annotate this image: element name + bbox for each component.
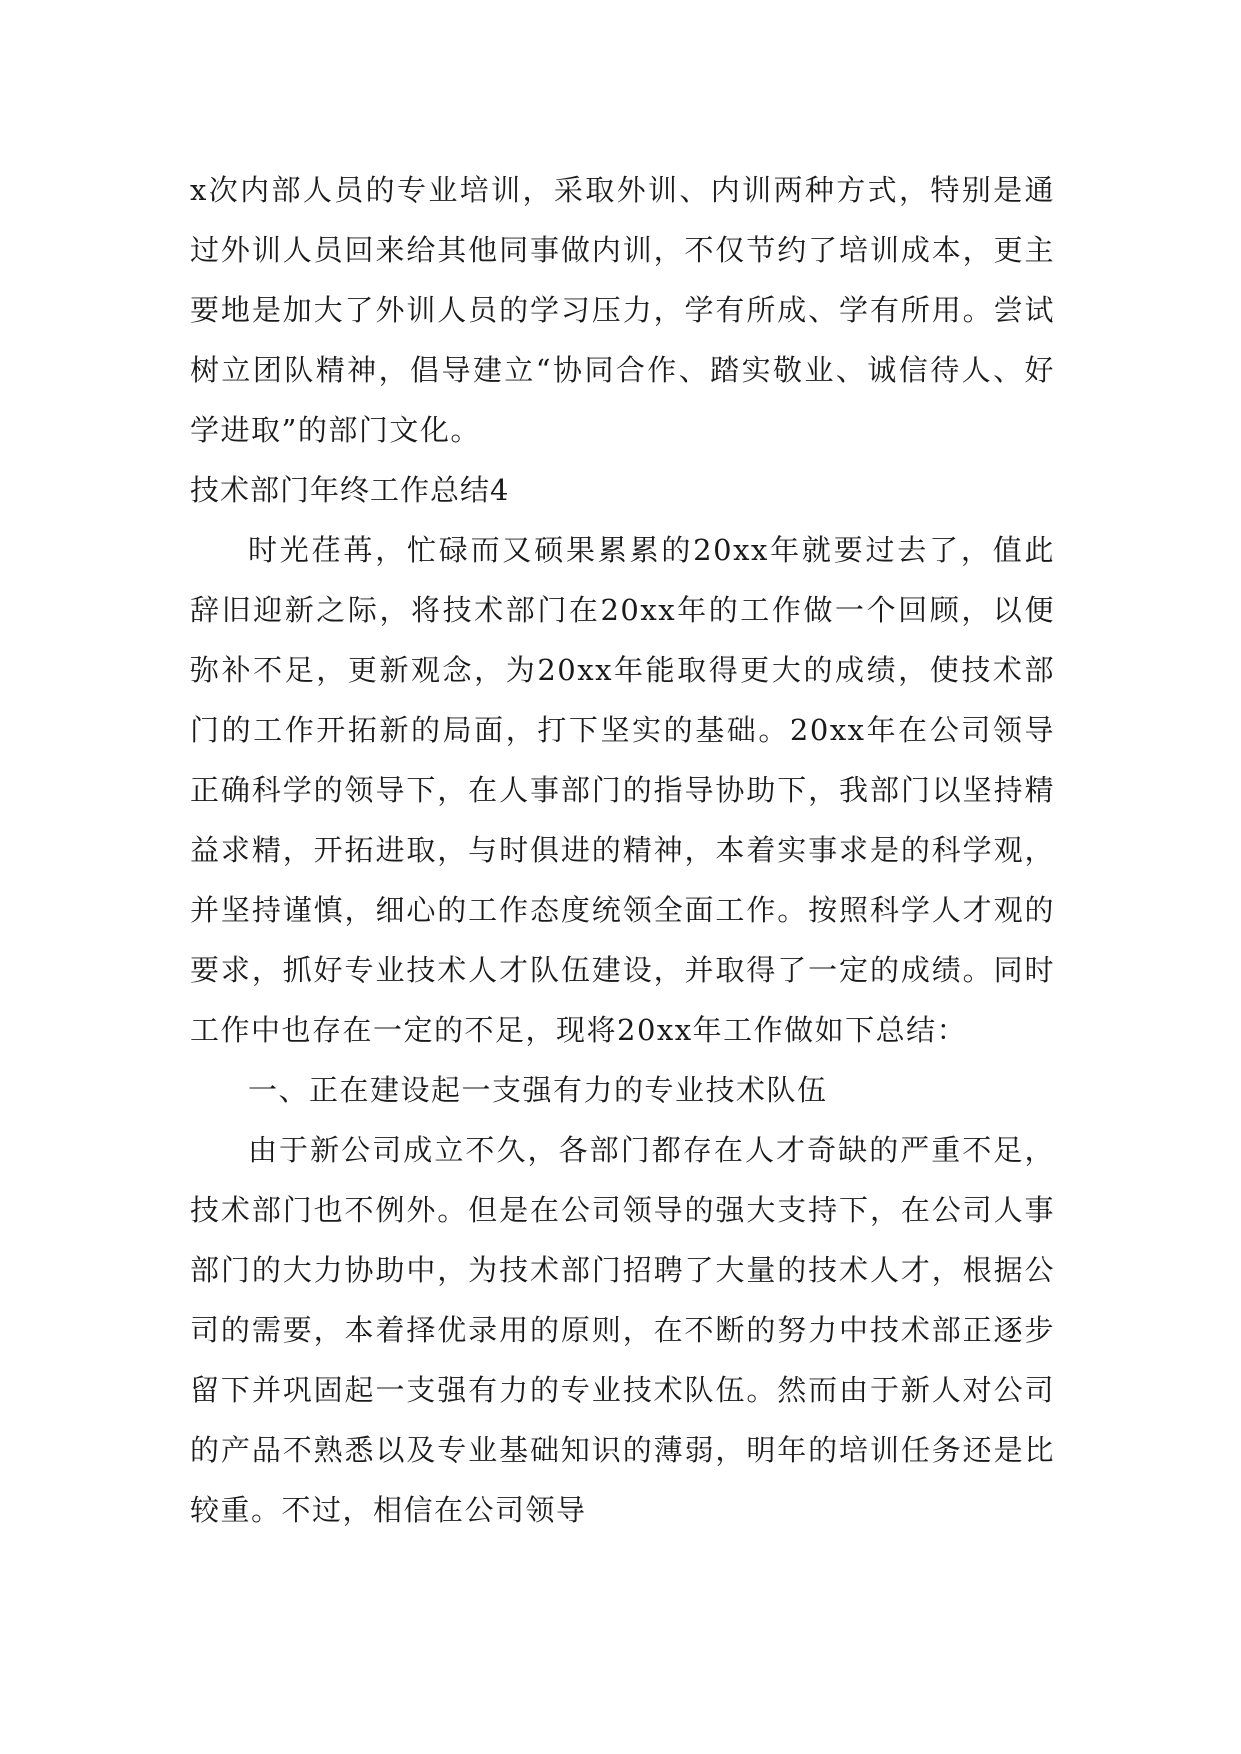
body-paragraph: 由于新公司成立不久，各部门都存在人才奇缺的严重不足，技术部门也不例外。但是在公司领导的强大支持下，在公司人事部门的大力协助中，为技术部门招聘了大量的技术人才，根据公司的需要，本着择优录用的原则，在不断的努力中技术部正逐步留下并巩固起一支强有力的专业技术队伍。然而由于新人对公司的产品不熟悉以及专业基础知识的薄弱，明年的培训任务还是比较重。不过，相信在公司领导	[190, 1133, 1055, 1527]
subheading: 一、正在建设起一支强有力的专业技术队伍	[248, 1073, 828, 1107]
intro-paragraph: 时光荏苒，忙碌而又硕果累累的20xx年就要过去了，值此辞旧迎新之际，将技术部门在20xx年的工作做一个回顾，以便弥补不足，更新观念，为20xx年能取得更大的成绩，使技术部门的工作开拓新的局面，打下坚实的基础。20xx年在公司领导正确科学的领导下，在人事部门的指导协助下，我部门以坚持精益求精，开拓进取，与时俱进的精神，本着实事求是的科学观，并坚持谨慎，细心的工作态度统领全面工作。按照科学人才观的要求，抓好专业技术人才队伍建设，并取得了一定的成绩。同时工作中也存在一定的不足，现将20xx年工作做如下总结：	[190, 533, 1055, 1047]
section-title: 技术部门年终工作总结4	[190, 473, 510, 507]
document-body	[190, 160, 1055, 1540]
continuation-paragraph: x次内部人员的专业培训，采取外训、内训两种方式，特别是通过外训人员回来给其他同事做内训，不仅节约了培训成本，更主要地是加大了外训人员的学习压力，学有所成、学有所用。尝试树立团队精神，倡导建立“协同合作、踏实敬业、诚信待人、好学进取”的部门文化。	[190, 173, 1055, 447]
